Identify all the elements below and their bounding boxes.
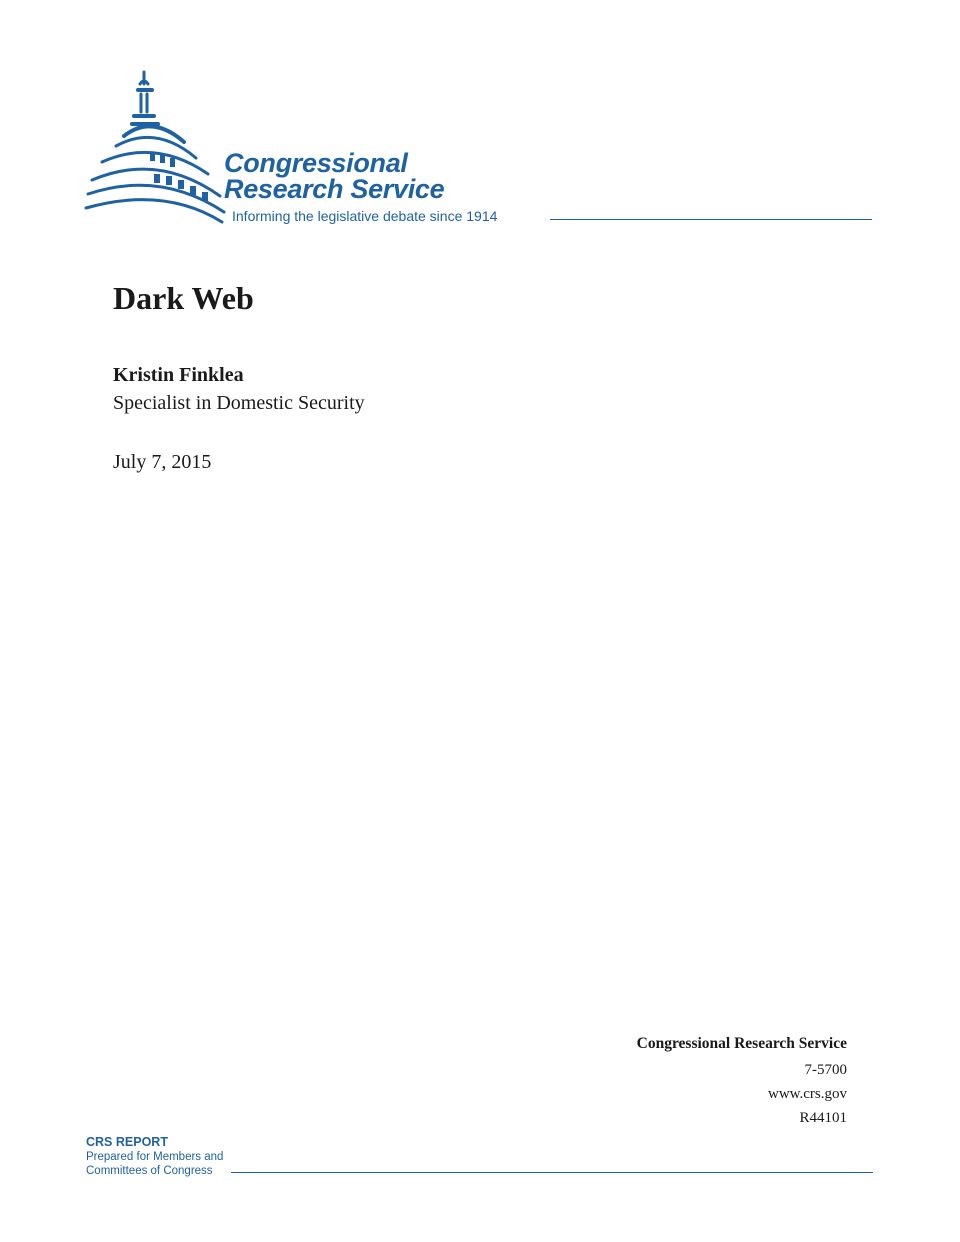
footer-line-2: Committees of Congress — [86, 1165, 213, 1177]
crs-logo — [84, 68, 874, 228]
author-role: Specialist in Domestic Security — [113, 392, 365, 414]
logo-line-2: Research Service — [224, 174, 445, 204]
footer — [86, 1135, 223, 1178]
crs-website: www.crs.gov — [767, 1086, 847, 1102]
logo-line-1: Congressional — [224, 148, 408, 178]
logo-divider — [550, 219, 872, 220]
logo-wordmark — [224, 150, 444, 202]
author-name: Kristin Finklea — [113, 364, 244, 386]
crs-info-block — [637, 1032, 847, 1130]
footer-divider — [231, 1172, 873, 1173]
report-number: R44101 — [799, 1110, 847, 1126]
report-title: Dark Web — [113, 280, 254, 316]
report-date: July 7, 2015 — [113, 451, 212, 473]
crs-organization: Congressional Research Service — [636, 1035, 847, 1052]
footer-label: CRS REPORT — [86, 1135, 168, 1149]
crs-code: 7-5700 — [804, 1062, 847, 1078]
logo-tagline: Informing the legislative debate since 1914 — [232, 208, 498, 224]
capitol-dome-icon — [84, 68, 234, 228]
footer-line-1: Prepared for Members and — [86, 1151, 224, 1163]
